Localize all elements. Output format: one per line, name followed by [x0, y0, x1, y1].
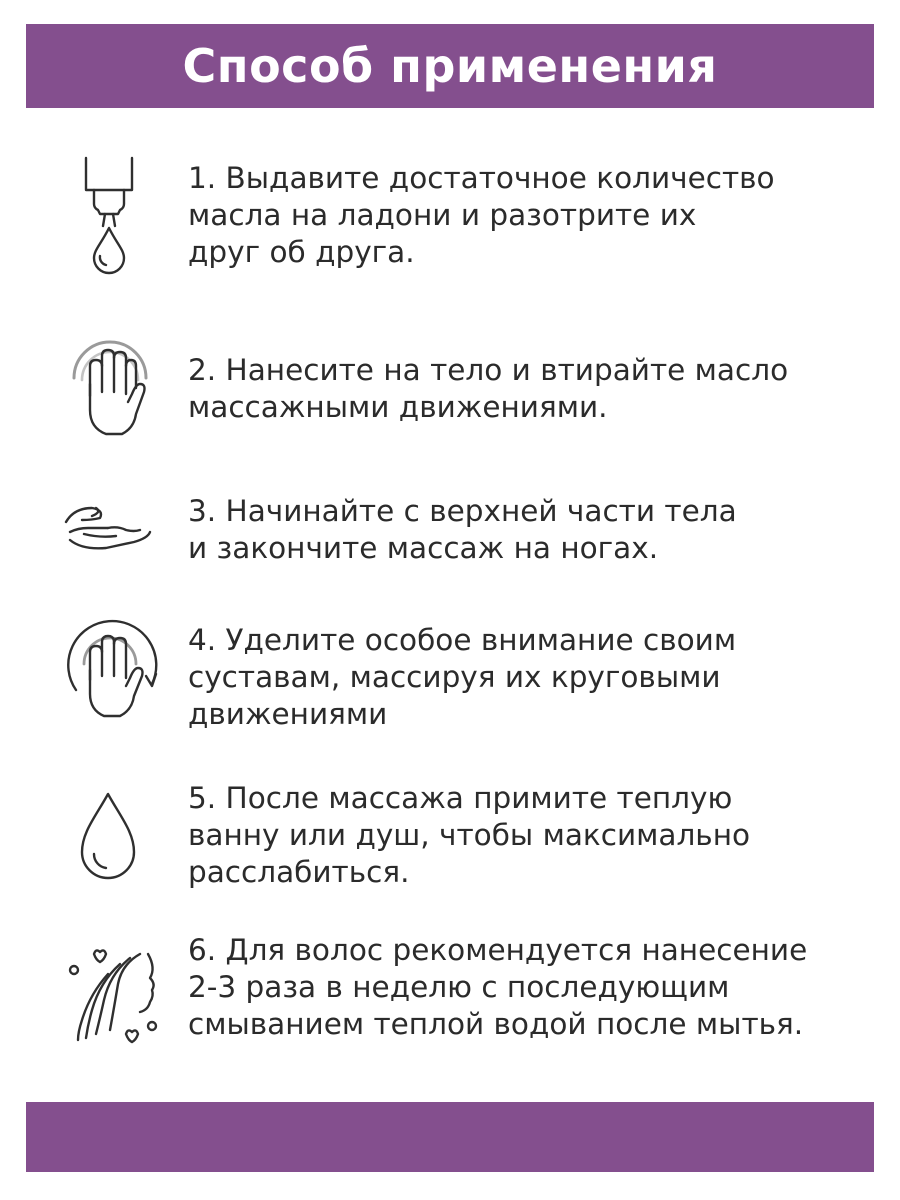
footer-banner: [26, 1102, 874, 1172]
step-3-text: 3. Начинайте с верхней части тела и закончите массаж на ногах.: [188, 494, 737, 565]
water-drop-icon: [56, 780, 160, 900]
step-5-text: 5. После массажа примите теплую ванну или душ, чтобы максимально расслабиться.: [188, 781, 751, 889]
header-banner: [26, 24, 874, 108]
page-title: Способ применения: [182, 39, 718, 93]
hair-profile-icon: [56, 934, 160, 1054]
oil-dropper-icon: [56, 152, 160, 272]
touch-hand-icon: [56, 326, 160, 446]
step-2-text: 2. Нанесите на тело и втирайте масло массажными движениями.: [188, 353, 789, 424]
circular-massage-hand-icon: [56, 610, 160, 730]
step-1-text: 1. Выдавите достаточное количество масла на ладони и разотрите их друг об друга.: [188, 161, 775, 269]
step-4-text: 4. Уделите особое внимание своим суставам, массируя их круговыми движениями: [188, 623, 737, 731]
hand-cream-icon: [56, 466, 160, 586]
step-6-text: 6. Для волос рекомендуется нанесение 2-3 раза в неделю с последующим смыванием теплой водой после мытья.: [188, 933, 808, 1041]
